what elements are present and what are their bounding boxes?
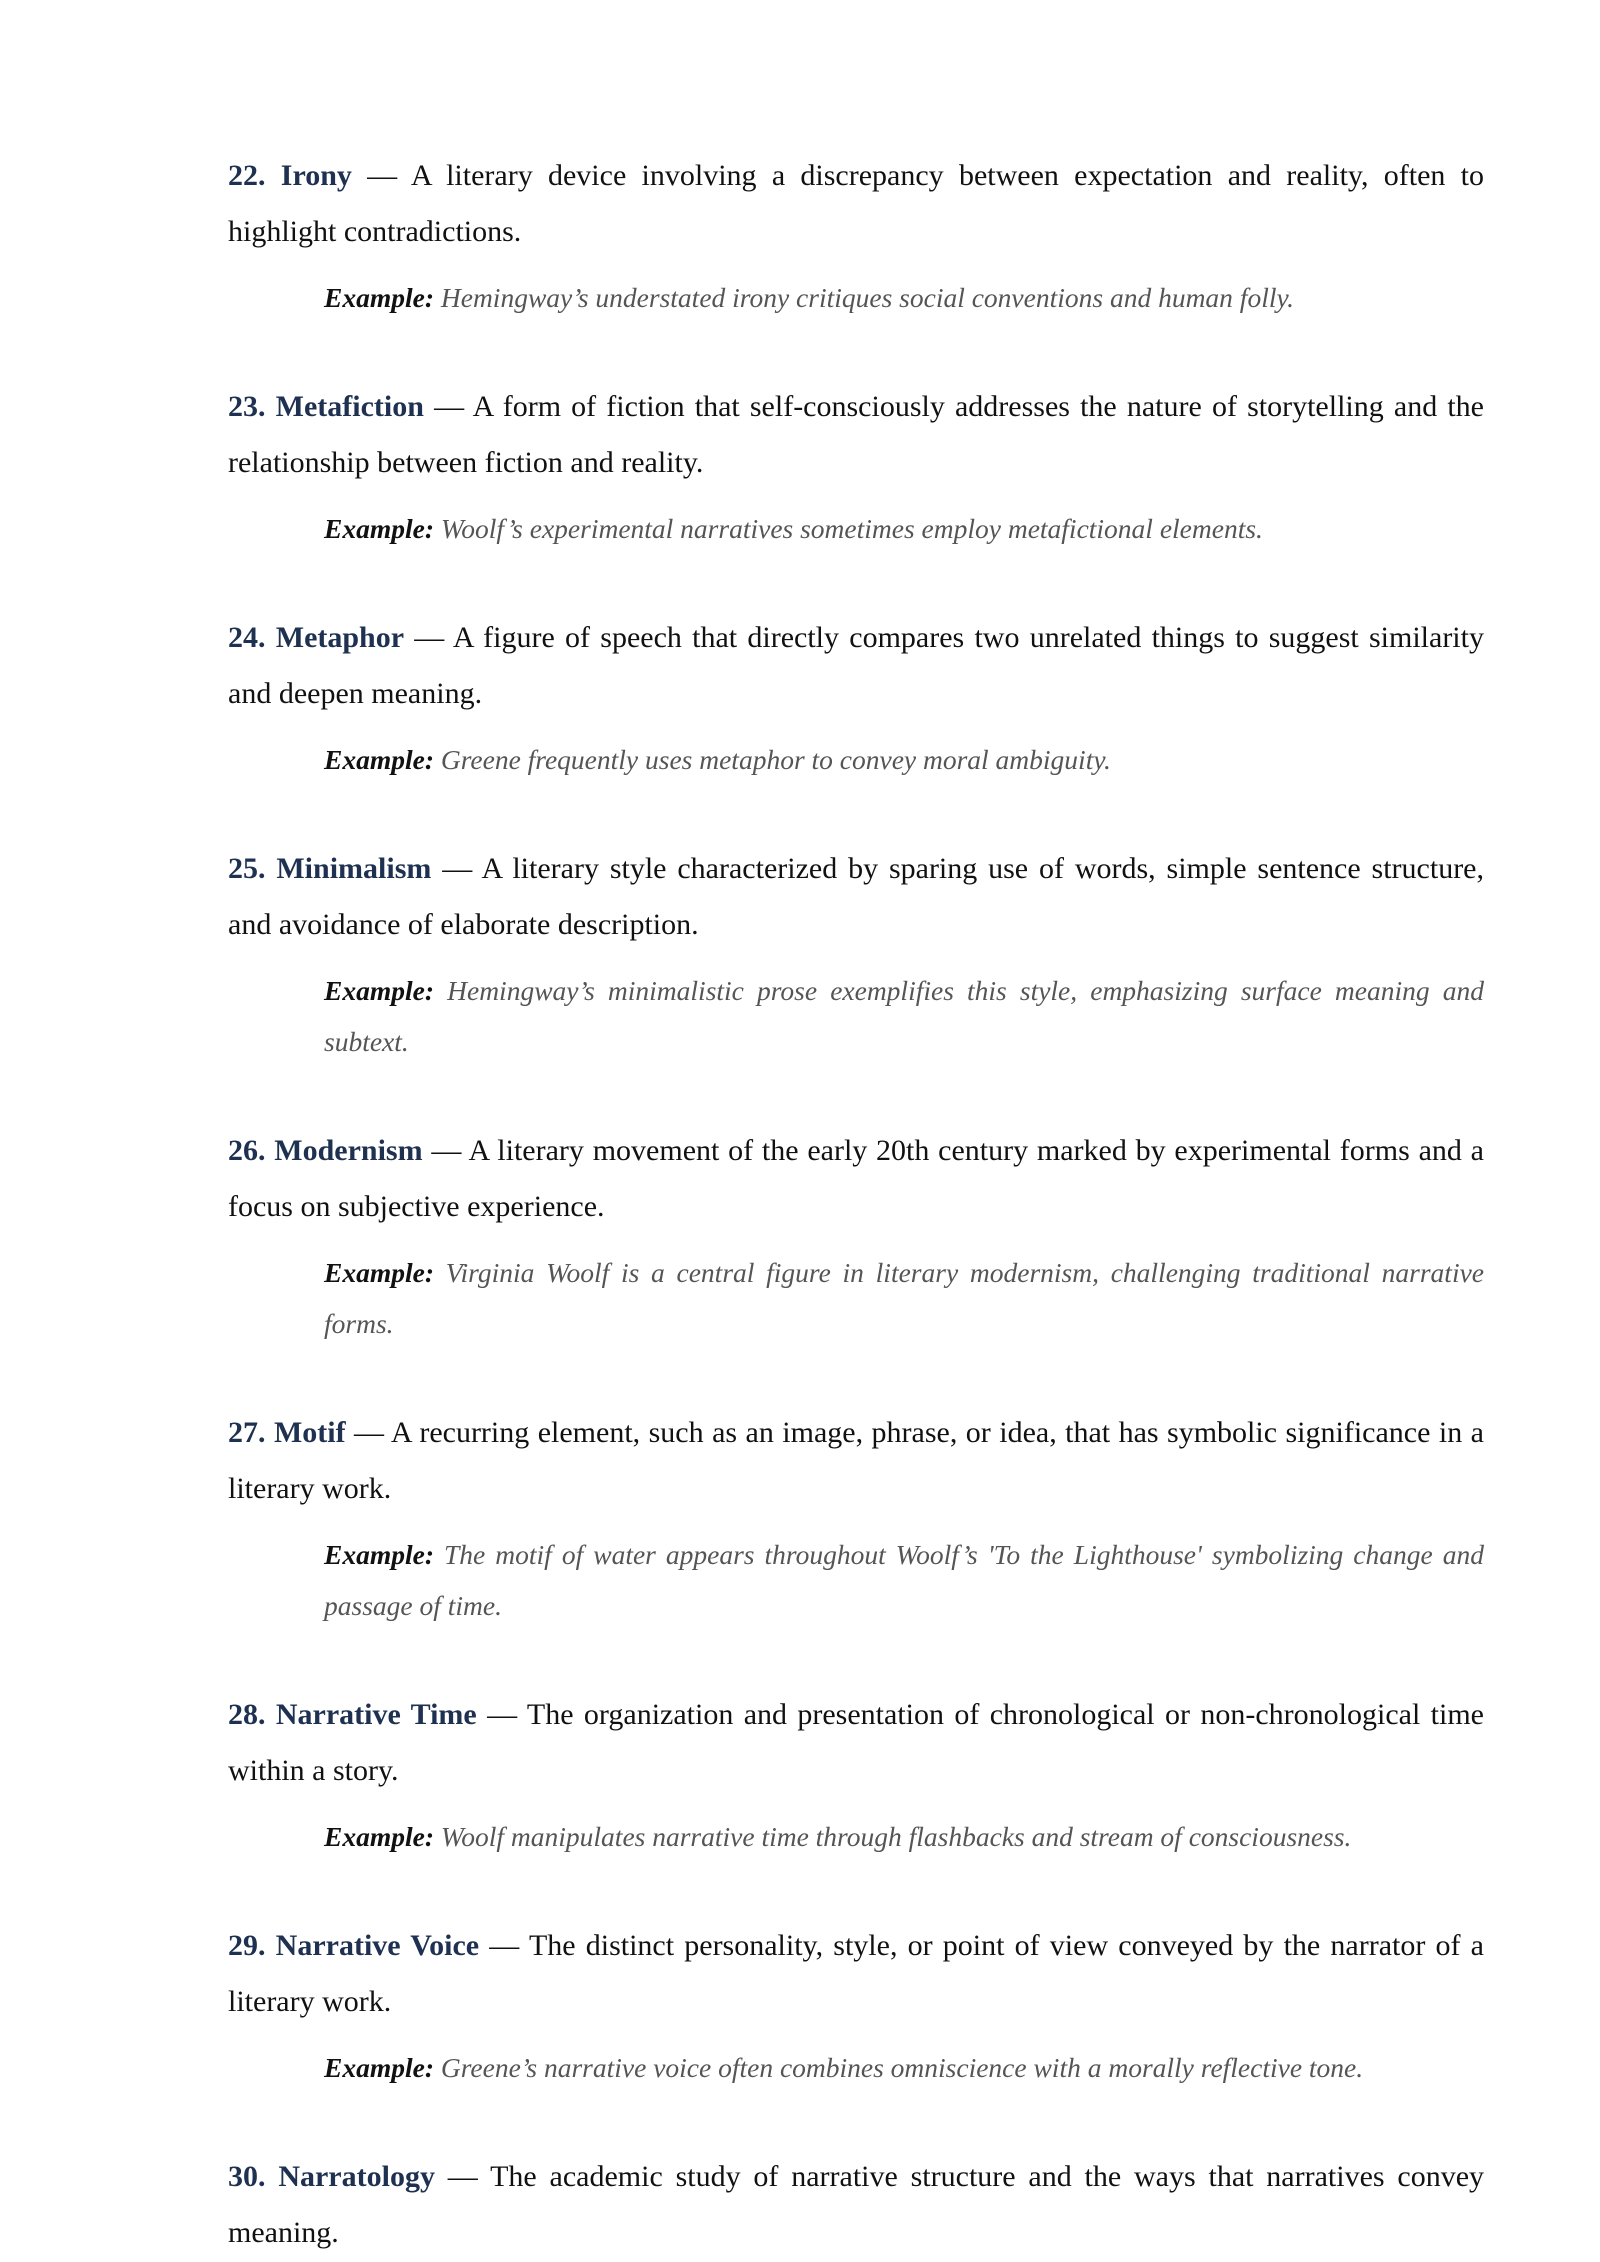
example-label: Example: bbox=[324, 975, 434, 1006]
term-name: 30. Narratology bbox=[228, 2160, 435, 2193]
example bbox=[324, 734, 1484, 785]
term-definition bbox=[228, 841, 1484, 953]
term-definition bbox=[228, 1405, 1484, 1517]
glossary-entry-motif bbox=[228, 1405, 1484, 1631]
example-text: Virginia Woolf is a central figure in literary modernism, challenging traditional narrative forms. bbox=[324, 1257, 1485, 1339]
term-name: 27. Motif bbox=[228, 1416, 346, 1449]
example-text: Greene frequently uses metaphor to convey moral ambiguity. bbox=[440, 744, 1111, 775]
term-separator: — bbox=[345, 1416, 391, 1449]
term-name: 29. Narrative Voice bbox=[228, 1929, 480, 1962]
example-text: Hemingway’s understated irony critiques social conventions and human folly. bbox=[440, 282, 1295, 313]
term-name: 26. Modernism bbox=[228, 1134, 423, 1167]
definition-text: A literary movement of the early 20th century marked by experimental forms and a focus on subjective experience. bbox=[228, 1134, 1484, 1223]
example bbox=[324, 1811, 1484, 1862]
term-separator: — bbox=[431, 852, 482, 885]
example bbox=[324, 965, 1484, 1067]
example-label: Example: bbox=[324, 282, 434, 313]
term-separator: — bbox=[404, 621, 453, 654]
example-label: Example: bbox=[324, 2052, 434, 2083]
example-text: The motif of water appears throughout Woolf’s 'To the Lighthouse' symbolizing change and passage of time. bbox=[324, 1539, 1484, 1621]
term-separator: — bbox=[422, 1134, 469, 1167]
example-label: Example: bbox=[324, 1539, 434, 1570]
glossary-entry-narrative-time bbox=[228, 1687, 1484, 1862]
example bbox=[324, 2042, 1484, 2093]
definition-text: The organization and presentation of chronological or non-chronological time within a story. bbox=[228, 1698, 1484, 1787]
glossary-entry-narratology bbox=[228, 2149, 1484, 2261]
example-text: Woolf manipulates narrative time through flashbacks and stream of consciousness. bbox=[440, 1821, 1352, 1852]
glossary-entry-metaphor bbox=[228, 610, 1484, 785]
example-label: Example: bbox=[324, 513, 434, 544]
example bbox=[324, 1529, 1484, 1631]
term-definition bbox=[228, 148, 1484, 260]
example-label: Example: bbox=[324, 744, 434, 775]
example-label: Example: bbox=[324, 1257, 434, 1288]
term-definition bbox=[228, 1687, 1484, 1799]
term-definition bbox=[228, 1123, 1484, 1235]
term-definition bbox=[228, 1918, 1484, 2030]
definition-text: A figure of speech that directly compares two unrelated things to suggest similarity and deepen meaning. bbox=[228, 621, 1484, 710]
glossary-entry-irony bbox=[228, 148, 1484, 323]
term-name: 24. Metaphor bbox=[228, 621, 405, 654]
example-text: Greene’s narrative voice often combines omniscience with a morally reflective tone. bbox=[440, 2052, 1364, 2083]
term-definition bbox=[228, 379, 1484, 491]
glossary-page bbox=[228, 148, 1484, 2261]
example-label: Example: bbox=[324, 1821, 434, 1852]
example bbox=[324, 503, 1484, 554]
definition-text: The academic study of narrative structure and the ways that narratives convey meaning. bbox=[228, 2160, 1485, 2249]
glossary-entry-minimalism bbox=[228, 841, 1484, 1067]
glossary-entry-modernism bbox=[228, 1123, 1484, 1349]
glossary-entry-narrative-voice bbox=[228, 1918, 1484, 2093]
example bbox=[324, 1247, 1484, 1349]
definition-text: A literary style characterized by sparing use of words, simple sentence structure, and avoidance of elaborate description. bbox=[228, 852, 1485, 941]
glossary-entry-metafiction bbox=[228, 379, 1484, 554]
example-text: Hemingway’s minimalistic prose exemplifies this style, emphasizing surface meaning and subtext. bbox=[324, 975, 1484, 1057]
term-separator: — bbox=[351, 159, 411, 192]
term-name: 23. Metafiction bbox=[228, 390, 424, 423]
definition-text: A literary device involving a discrepancy between expectation and reality, often to highlight contradictions. bbox=[228, 159, 1484, 248]
term-definition bbox=[228, 610, 1484, 722]
term-separator: — bbox=[479, 1929, 529, 1962]
example bbox=[324, 272, 1484, 323]
term-separator: — bbox=[423, 390, 473, 423]
definition-text: The distinct personality, style, or point of view conveyed by the narrator of a literary work. bbox=[228, 1929, 1484, 2018]
definition-text: A form of fiction that self-consciously addresses the nature of storytelling and the relationship between fiction and reality. bbox=[228, 390, 1484, 479]
term-name: 22. Irony bbox=[228, 159, 352, 192]
definition-text: A recurring element, such as an image, phrase, or idea, that has symbolic significance in a literary work. bbox=[228, 1416, 1484, 1505]
example-text: Woolf’s experimental narratives sometimes employ metafictional elements. bbox=[440, 513, 1263, 544]
term-separator: — bbox=[434, 2160, 491, 2193]
term-definition bbox=[228, 2149, 1484, 2261]
term-name: 25. Minimalism bbox=[228, 852, 432, 885]
term-name: 28. Narrative Time bbox=[228, 1698, 477, 1731]
term-separator: — bbox=[476, 1698, 527, 1731]
